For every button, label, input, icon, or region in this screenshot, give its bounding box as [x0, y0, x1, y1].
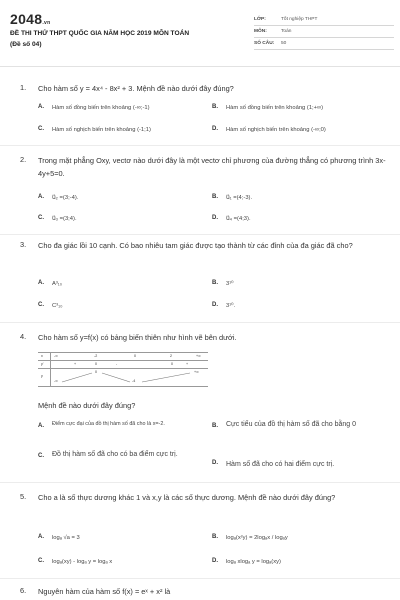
- question-text: Mệnh đề nào dưới đây đúng?: [38, 401, 136, 410]
- option-text: logₐ(xy) - logₐ y = logₐ x: [52, 559, 113, 565]
- question-text: Trong mặt phẳng Oxy, vectơ nào dưới đây là một vectơ chỉ phương của đường thẳng có phương trình 3x-4y+5=0.: [38, 156, 386, 178]
- question-text: Nguyên hàm của hàm số f(x) = eˣ + x² là: [38, 587, 171, 596]
- meta-value: Toán: [281, 29, 292, 34]
- option-text: logₐ xlogₐ y = logₐ(xy): [226, 559, 281, 565]
- option-d[interactable]: [212, 460, 382, 469]
- option-letter: D.: [212, 215, 218, 221]
- option-text: logₐ √a = 3: [52, 535, 80, 541]
- option-letter: A.: [38, 423, 44, 429]
- table-cell: +: [74, 362, 77, 366]
- logo-suffix: .vn: [42, 20, 51, 26]
- question-number: 1.: [20, 83, 27, 92]
- option-d[interactable]: [212, 302, 235, 311]
- table-cell: -∞: [54, 354, 58, 358]
- exam-meta: [254, 14, 394, 50]
- meta-key: MÔN:: [254, 29, 267, 34]
- variation-arrows: [38, 370, 208, 386]
- table-cell: 0: [171, 362, 173, 366]
- option-c[interactable]: [38, 558, 112, 567]
- option-letter: C.: [38, 302, 44, 308]
- option-letter: B.: [212, 423, 218, 429]
- question-number: 4.: [20, 332, 27, 341]
- table-cell: 2: [170, 354, 172, 358]
- question-divider: [0, 578, 400, 579]
- logo-text: 2048: [10, 11, 43, 27]
- meta-key: LỚP:: [254, 17, 266, 22]
- exam-header: [0, 0, 400, 64]
- option-letter: D.: [212, 460, 218, 466]
- table-cell: y': [41, 362, 44, 366]
- table-cell: -: [116, 362, 118, 366]
- question-number: 2.: [20, 155, 27, 164]
- option-text: Hàm số nghịch biến trên khoảng (-1;1): [52, 127, 151, 133]
- option-letter: C.: [38, 215, 44, 221]
- option-text: u⃗₃ =(3;4).: [52, 216, 77, 222]
- header-divider: [0, 66, 400, 67]
- option-a[interactable]: [38, 104, 150, 113]
- option-text: Cực tiểu của đồ thị hàm số đã cho bằng 0: [226, 421, 356, 428]
- table-cell: x: [41, 354, 43, 358]
- question-text: Cho hàm số y = 4x⁴ - 8x² + 3. Mệnh đề nào dưới đây đúng?: [38, 84, 234, 93]
- question-divider: [0, 145, 400, 146]
- table-border: [38, 360, 208, 361]
- option-text: u⃗₂ =(3;-4).: [52, 195, 79, 201]
- option-text: 3¹⁰: [226, 281, 234, 287]
- option-letter: D.: [212, 126, 218, 132]
- option-b[interactable]: [212, 534, 288, 543]
- option-letter: B.: [212, 280, 218, 286]
- table-border: [38, 352, 208, 353]
- option-text: u⃗₄ =(4;3).: [226, 216, 251, 222]
- table-cell: 0: [95, 362, 97, 366]
- question-divider: [0, 482, 400, 483]
- option-b[interactable]: [212, 194, 252, 203]
- option-c[interactable]: [38, 302, 62, 311]
- option-letter: B.: [212, 534, 218, 540]
- option-d[interactable]: [212, 126, 326, 135]
- question-text: Cho đa giác lồi 10 cạnh. Có bao nhiêu tam giác được tạo thành từ các đỉnh của đa giác đã cho?: [38, 241, 353, 250]
- table-cell: -∞: [54, 379, 58, 383]
- table-cell: +: [186, 362, 189, 366]
- table-border: [38, 368, 208, 369]
- option-c[interactable]: [38, 126, 151, 135]
- table-cell: -2: [94, 354, 98, 358]
- meta-value: 50: [281, 41, 287, 46]
- option-letter: C.: [38, 453, 44, 459]
- question-text: Cho hàm số y=f(x) có bảng biến thiên như hình vẽ bên dưới.: [38, 333, 237, 342]
- option-a[interactable]: [38, 280, 62, 289]
- option-letter: D.: [212, 302, 218, 308]
- option-letter: A.: [38, 194, 44, 200]
- option-text: Đồ thị hàm số đã cho có ba điểm cực trị.: [52, 451, 178, 458]
- table-cell: +∞: [194, 370, 199, 374]
- option-b[interactable]: [212, 420, 382, 430]
- option-b[interactable]: [212, 280, 233, 289]
- meta-row-count: [254, 38, 394, 50]
- exam-title: ĐỀ THI THỬ THPT QUỐC GIA NĂM HỌC 2019 MÔN TOÁN: [10, 30, 190, 37]
- table-cell: y: [41, 374, 43, 378]
- question-number: 5.: [20, 492, 27, 501]
- option-text: Hàm số đã cho có hai điểm cực trị.: [226, 461, 335, 468]
- option-text: C³₁₀: [52, 303, 63, 309]
- meta-row-class: [254, 14, 394, 26]
- option-d[interactable]: [212, 215, 251, 224]
- table-cell: +∞: [196, 354, 201, 358]
- question-divider: [0, 322, 400, 323]
- meta-key: SỐ CÂU:: [254, 41, 275, 46]
- option-letter: A.: [38, 534, 44, 540]
- option-c[interactable]: [38, 450, 198, 460]
- option-letter: C.: [38, 558, 44, 564]
- option-letter: C.: [38, 126, 44, 132]
- option-text: u⃗₁ =(4;-3).: [226, 195, 253, 201]
- option-d[interactable]: [212, 558, 281, 567]
- option-letter: B.: [212, 194, 218, 200]
- meta-value: Tốt nghiệp THPT: [281, 17, 318, 22]
- site-logo[interactable]: [10, 11, 50, 27]
- table-cell: 0: [95, 370, 97, 374]
- option-b[interactable]: [212, 104, 323, 113]
- option-text: Hàm số đồng biến trên khoảng (-∞;-1): [52, 105, 150, 111]
- option-letter: B.: [212, 104, 218, 110]
- option-letter: A.: [38, 280, 44, 286]
- option-text: logₐ(x²y) = 2logₐx / logₐy: [226, 535, 288, 541]
- option-letter: A.: [38, 104, 44, 110]
- question-text: Cho a là số thực dương khác 1 và x,y là các số thực dương. Mệnh đề nào dưới đây đúng?: [38, 493, 336, 502]
- question-number: 6.: [20, 586, 27, 595]
- question-number: 3.: [20, 240, 27, 249]
- table-cell: 0: [134, 354, 136, 358]
- option-text: A³₁₀: [52, 281, 63, 287]
- option-a[interactable]: [38, 534, 80, 543]
- table-border: [38, 386, 208, 387]
- option-a[interactable]: [38, 194, 78, 203]
- option-a[interactable]: [38, 420, 198, 429]
- option-text: Hàm số đồng biến trên khoảng (1;+∞): [226, 105, 324, 111]
- option-text: Điểm cực đại của đồ thị hàm số đã cho là x=-2.: [52, 421, 165, 427]
- variation-table: [38, 352, 208, 386]
- meta-row-subject: [254, 26, 394, 38]
- table-cell: -4: [132, 379, 136, 383]
- question-divider: [0, 234, 400, 235]
- option-c[interactable]: [38, 215, 77, 224]
- option-text: 3¹⁰.: [226, 303, 236, 309]
- option-text: Hàm số nghịch biến trên khoảng (-∞;0): [226, 127, 326, 133]
- exam-subtitle: (Đề số 04): [10, 41, 42, 48]
- option-letter: D.: [212, 558, 218, 564]
